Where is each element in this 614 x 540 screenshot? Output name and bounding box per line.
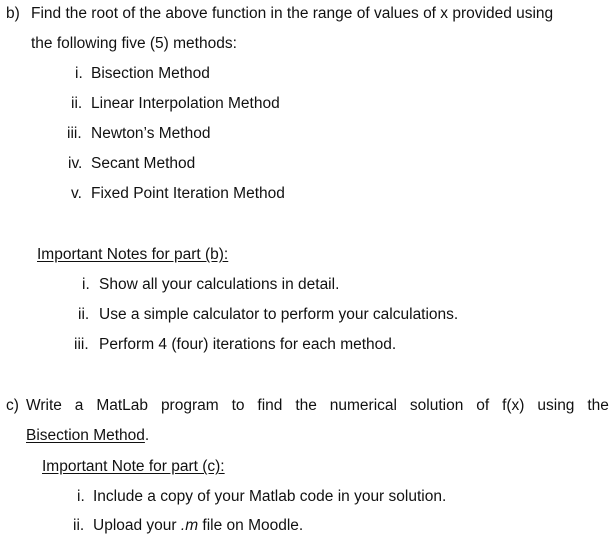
note-text-part: file on Moodle. bbox=[198, 517, 304, 534]
question-word: solution bbox=[409, 397, 464, 414]
note-text-part: Upload your bbox=[93, 517, 181, 534]
method-number: ii. bbox=[71, 95, 83, 112]
part-c-label: c) bbox=[6, 397, 19, 414]
method-item bbox=[68, 155, 196, 173]
method-item bbox=[75, 65, 210, 83]
note-text: Perform 4 (four) iterations for each method. bbox=[99, 336, 397, 353]
part-b-label: b) bbox=[6, 5, 20, 22]
note-item bbox=[78, 306, 459, 324]
method-number: iii. bbox=[67, 125, 82, 142]
question-word: f(x) bbox=[502, 397, 525, 414]
method-text: Fixed Point Iteration Method bbox=[91, 185, 285, 202]
method-item bbox=[71, 185, 285, 203]
question-word: MatLab bbox=[96, 397, 149, 414]
note-text: Use a simple calculator to perform your calculations. bbox=[99, 306, 459, 323]
method-number: i. bbox=[75, 65, 83, 82]
part-b-notes-heading: Important Notes for part (b): bbox=[37, 246, 229, 263]
note-item bbox=[74, 336, 397, 354]
note-text bbox=[93, 517, 303, 535]
method-text: Newton’s Method bbox=[91, 125, 211, 142]
part-c-question-line2 bbox=[26, 427, 149, 445]
note-item bbox=[82, 276, 340, 294]
question-word: program bbox=[160, 397, 219, 414]
question-word: using bbox=[537, 397, 575, 414]
method-item bbox=[67, 125, 211, 143]
note-text bbox=[93, 488, 446, 506]
question-word: numerical bbox=[329, 397, 397, 414]
note-number: i. bbox=[82, 276, 90, 293]
part-b-question-line2: the following five (5) methods: bbox=[31, 35, 237, 52]
question-word: to bbox=[231, 397, 245, 414]
method-text: Bisection Method bbox=[91, 65, 210, 82]
question-word: a bbox=[74, 397, 84, 414]
question-word: the bbox=[295, 397, 317, 414]
note-text: Show all your calculations in detail. bbox=[99, 276, 340, 293]
method-text: Secant Method bbox=[91, 155, 196, 172]
note-number: ii. bbox=[78, 306, 90, 323]
question-word: find bbox=[257, 397, 283, 414]
note-item bbox=[73, 517, 304, 535]
question-word: Write bbox=[26, 397, 62, 414]
note-number: ii. bbox=[73, 517, 85, 534]
bisection-method-text: Bisection Method bbox=[26, 427, 145, 444]
file-extension: .m bbox=[180, 517, 199, 534]
period: . bbox=[144, 427, 150, 444]
method-item bbox=[71, 95, 280, 113]
question-word: of bbox=[476, 397, 490, 414]
part-b-question-line1: Find the root of the above function in the range of values of x provided using bbox=[31, 5, 554, 22]
part-c-question-line1 bbox=[26, 397, 609, 415]
note-number: i. bbox=[77, 488, 85, 505]
part-c-notes-heading: Important Note for part (c): bbox=[42, 458, 225, 475]
method-number: iv. bbox=[68, 155, 83, 172]
note-number: iii. bbox=[74, 336, 89, 353]
method-text: Linear Interpolation Method bbox=[91, 95, 280, 112]
question-word: the bbox=[587, 397, 609, 414]
note-text-part: Include a copy of your Matlab code in your solution. bbox=[93, 488, 447, 505]
method-number: v. bbox=[71, 185, 82, 202]
note-item bbox=[77, 488, 447, 506]
